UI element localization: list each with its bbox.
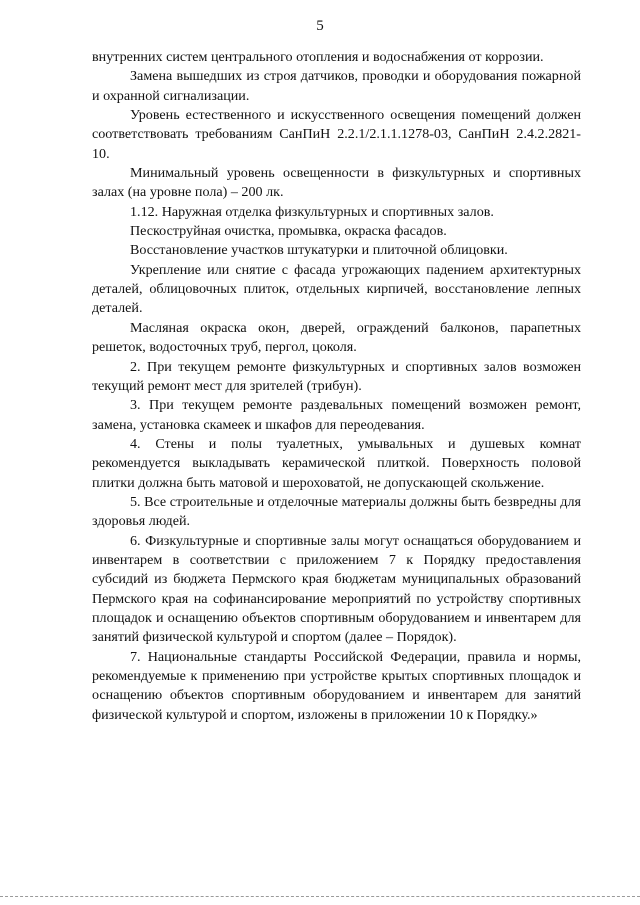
paragraph-item-6: 6. Физкультурные и спортивные залы могут оснащаться оборудованием и инвентарем в соответствии с приложением 7 к Порядку предоставления субсидий из бюджета Пермского края бюджетам муниципальных образований Пермского края на софинансирование мероприятий по устройству спортивных площадок и оснащению объектов спортивным оборудованием и инвентарем для занятий физической культурой и спортом (далее – Порядок).	[92, 532, 581, 646]
paragraph-section-1-12: 1.12. Наружная отделка физкультурных и спортивных залов.	[130, 203, 494, 220]
page-number: 5	[316, 18, 324, 34]
paragraph-minimum-illumination: Минимальный уровень освещенности в физкультурных и спортивных залах (на уровне пола) – 200 лк.	[92, 165, 581, 201]
paragraph-lighting-requirements: Уровень естественного и искусственного освещения помещений должен соответствовать требованиям СанПиН 2.2.1/2.1.1.1278-03, СанПиН 2.4.2.2821-10.	[92, 107, 581, 162]
paragraph-item-5: 5. Все строительные и отделочные материалы должны быть безвредны для здоровья людей.	[92, 493, 581, 530]
paragraph-oil-painting: Масляная окраска окон, дверей, ограждений балконов, парапетных решеток, водосточных труб, пергол, цоколя.	[92, 319, 581, 356]
paragraph-plaster-restoration: Восстановление участков штукатурки и плиточной облицовки.	[130, 242, 508, 259]
paragraph-sandblasting: Пескоструйная очистка, промывка, окраска фасадов.	[130, 223, 447, 240]
paragraph-continuation: внутренних систем центрального отопления и водоснабжения от коррозии.	[92, 49, 544, 65]
paragraph-item-2: 2. При текущем ремонте физкультурных и спортивных залов возможен текущий ремонт мест для зрителей (трибун).	[92, 358, 581, 394]
paragraph-sensor-replacement: Замена вышедших из строя датчиков, проводки и оборудования пожарной и охранной сигнализации.	[92, 68, 581, 104]
body-text	[92, 48, 581, 725]
paragraph-item-4: 4. Стены и полы туалетных, умывальных и душевых комнат рекомендуется выкладывать керамической плиткой. Поверхность половой плитки должна быть матовой и шероховатой, не допускающей скольжение.	[92, 435, 581, 491]
paragraph-item-3: 3. При текущем ремонте раздевальных помещений возможен ремонт, замена, установка скамеек и шкафов для переодевания.	[92, 397, 581, 433]
paragraph-facade-reinforcement: Укрепление или снятие с фасада угрожающих падением архитектурных деталей, облицовочных плиток, отдельных кирпичей, восстановление лепных деталей.	[92, 261, 581, 317]
scan-bottom-edge	[0, 896, 640, 897]
paragraph-item-7: 7. Национальные стандарты Российской Федерации, правила и нормы, рекомендуемые к применению при устройстве крытых спортивных площадок и оснащению объектов спортивным оборудованием и инвентарем для занятий физической культурой и спортом, изложены в приложении 10 к Порядку.»	[92, 648, 581, 723]
